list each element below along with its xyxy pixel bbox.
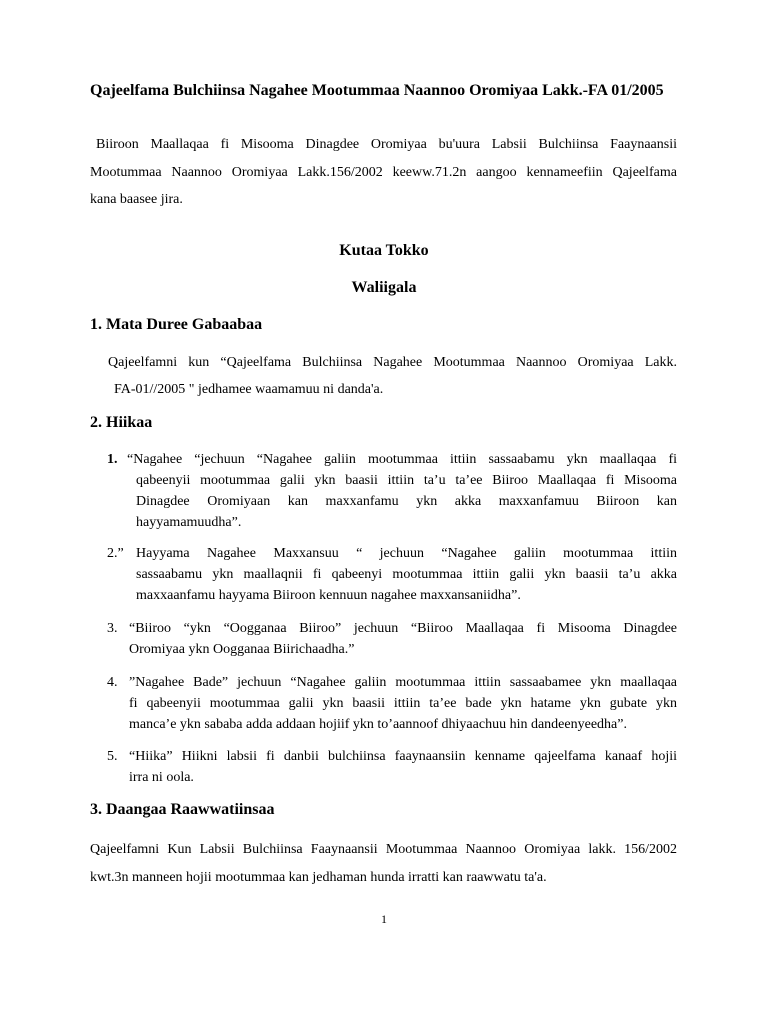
section-paragraph: [90, 349, 677, 403]
list-item: [107, 672, 677, 735]
list-item-number: 3.: [107, 621, 118, 636]
list-item-line: qabeenyii mootummaa galii ykn baasii ittiin ta’u ta’ee Biiroo Maallaqaa fi Misooma: [136, 473, 677, 488]
list-item: [107, 543, 677, 606]
list-item-line: irra ni oola.: [129, 770, 194, 785]
list-item-line: ”Nagahee Bade” jechuun “Nagahee galiin mootummaa ittiin sassaabamee ykn maallaqaa: [129, 675, 677, 690]
section-heading: 1. Mata Duree Gabaabaa: [90, 316, 263, 333]
list-item-number: 2.”: [107, 546, 124, 561]
paragraph-line: kwt.3n manneen hojii mootummaa kan jedhaman hunda irratti kan raawwatu ta'a.: [90, 869, 547, 885]
list-item: [107, 449, 677, 533]
intro-line: Mootummaa Naannoo Oromiyaa Lakk.156/2002 keeww.71.2n aangoo kennameefiin Qajeelfama: [90, 164, 677, 180]
section-paragraph: [90, 836, 677, 891]
list-item-line: sassaabamu ykn maallaqnii fi qabeenyi mootummaa ittiin galii ykn baasii ta’u akka: [136, 567, 677, 582]
intro-paragraph: [90, 131, 677, 214]
list-item: [107, 746, 677, 788]
section-heading: 2. Hiikaa: [90, 414, 153, 431]
paragraph-line: Qajeelfamni kun “Qajeelfama Bulchiinsa Nagahee Mootummaa Naannoo Oromiyaa Lakk.: [108, 355, 677, 370]
list-item-line: maxxaanfamu hayyama Biiroon kennuun nagahee maxxansaniidha”.: [136, 588, 521, 603]
list-item-line: Oromiyaa ykn Oogganaa Biirichaadha.”: [129, 642, 355, 657]
part-subtitle: Waliigala: [351, 279, 417, 296]
list-item-number: 1.: [107, 452, 118, 467]
list-item-line: “Biiroo “ykn “Oogganaa Biiroo” jechuun “Biiroo Maallaqaa fi Misooma Dinagdee: [129, 621, 677, 636]
list-item: [107, 618, 677, 660]
part-title: Kutaa Tokko: [339, 242, 429, 259]
list-item-line: “Nagahee “jechuun “Nagahee galiin mootummaa ittiin sassaabamu ykn maallaqaa fi: [127, 452, 677, 467]
list-item-number: 4.: [107, 675, 118, 690]
intro-line: Biiroon Maallaqaa fi Misooma Dinagdee Oromiyaa bu'uura Labsii Bulchiinsa Faaynaansii: [96, 137, 677, 152]
list-item-line: Hayyama Nagahee Maxxansuu “ jechuun “Nagahee galiin mootummaa ittiin: [136, 546, 677, 561]
paragraph-line: FA-01//2005 " jedhamee waamamuu ni danda'a.: [114, 382, 384, 397]
list-item-line: fi qabeenyii mootummaa galii ykn baasii ittiin ta’ee bade ykn hatame ykn gubate ykn: [129, 696, 677, 711]
document-title: Qajeelfama Bulchiinsa Nagahee Mootummaa Naannoo Oromiyaa Lakk.-FA 01/2005: [90, 82, 664, 99]
page-number: 1: [381, 912, 387, 926]
paragraph-line: Qajeelfamni Kun Labsii Bulchiinsa Faaynaansii Mootummaa Naannoo Oromiyaa lakk. 156/2002: [90, 842, 677, 857]
list-item-line: hayyamamuudha”.: [136, 515, 242, 530]
list-item-number: 5.: [107, 749, 118, 764]
intro-line: kana baasee jira.: [90, 192, 183, 207]
list-item-line: “Hiika” Hiikni labsii fi danbii bulchiinsa faaynaansiin kenname qajeelfama kanaaf hojii: [129, 749, 677, 764]
list-item-line: Dinagdee Oromiyaan kan maxxanfamu ykn akka maxxanfamuu Biiroon kan: [136, 494, 677, 509]
section-heading: 3. Daangaa Raawwatiinsaa: [90, 801, 275, 818]
list-item-line: manca’e ykn sababa adda addaan hojiif ykn to’aannoof dhiyaachuu hin dandeenyeedha”.: [129, 717, 627, 732]
